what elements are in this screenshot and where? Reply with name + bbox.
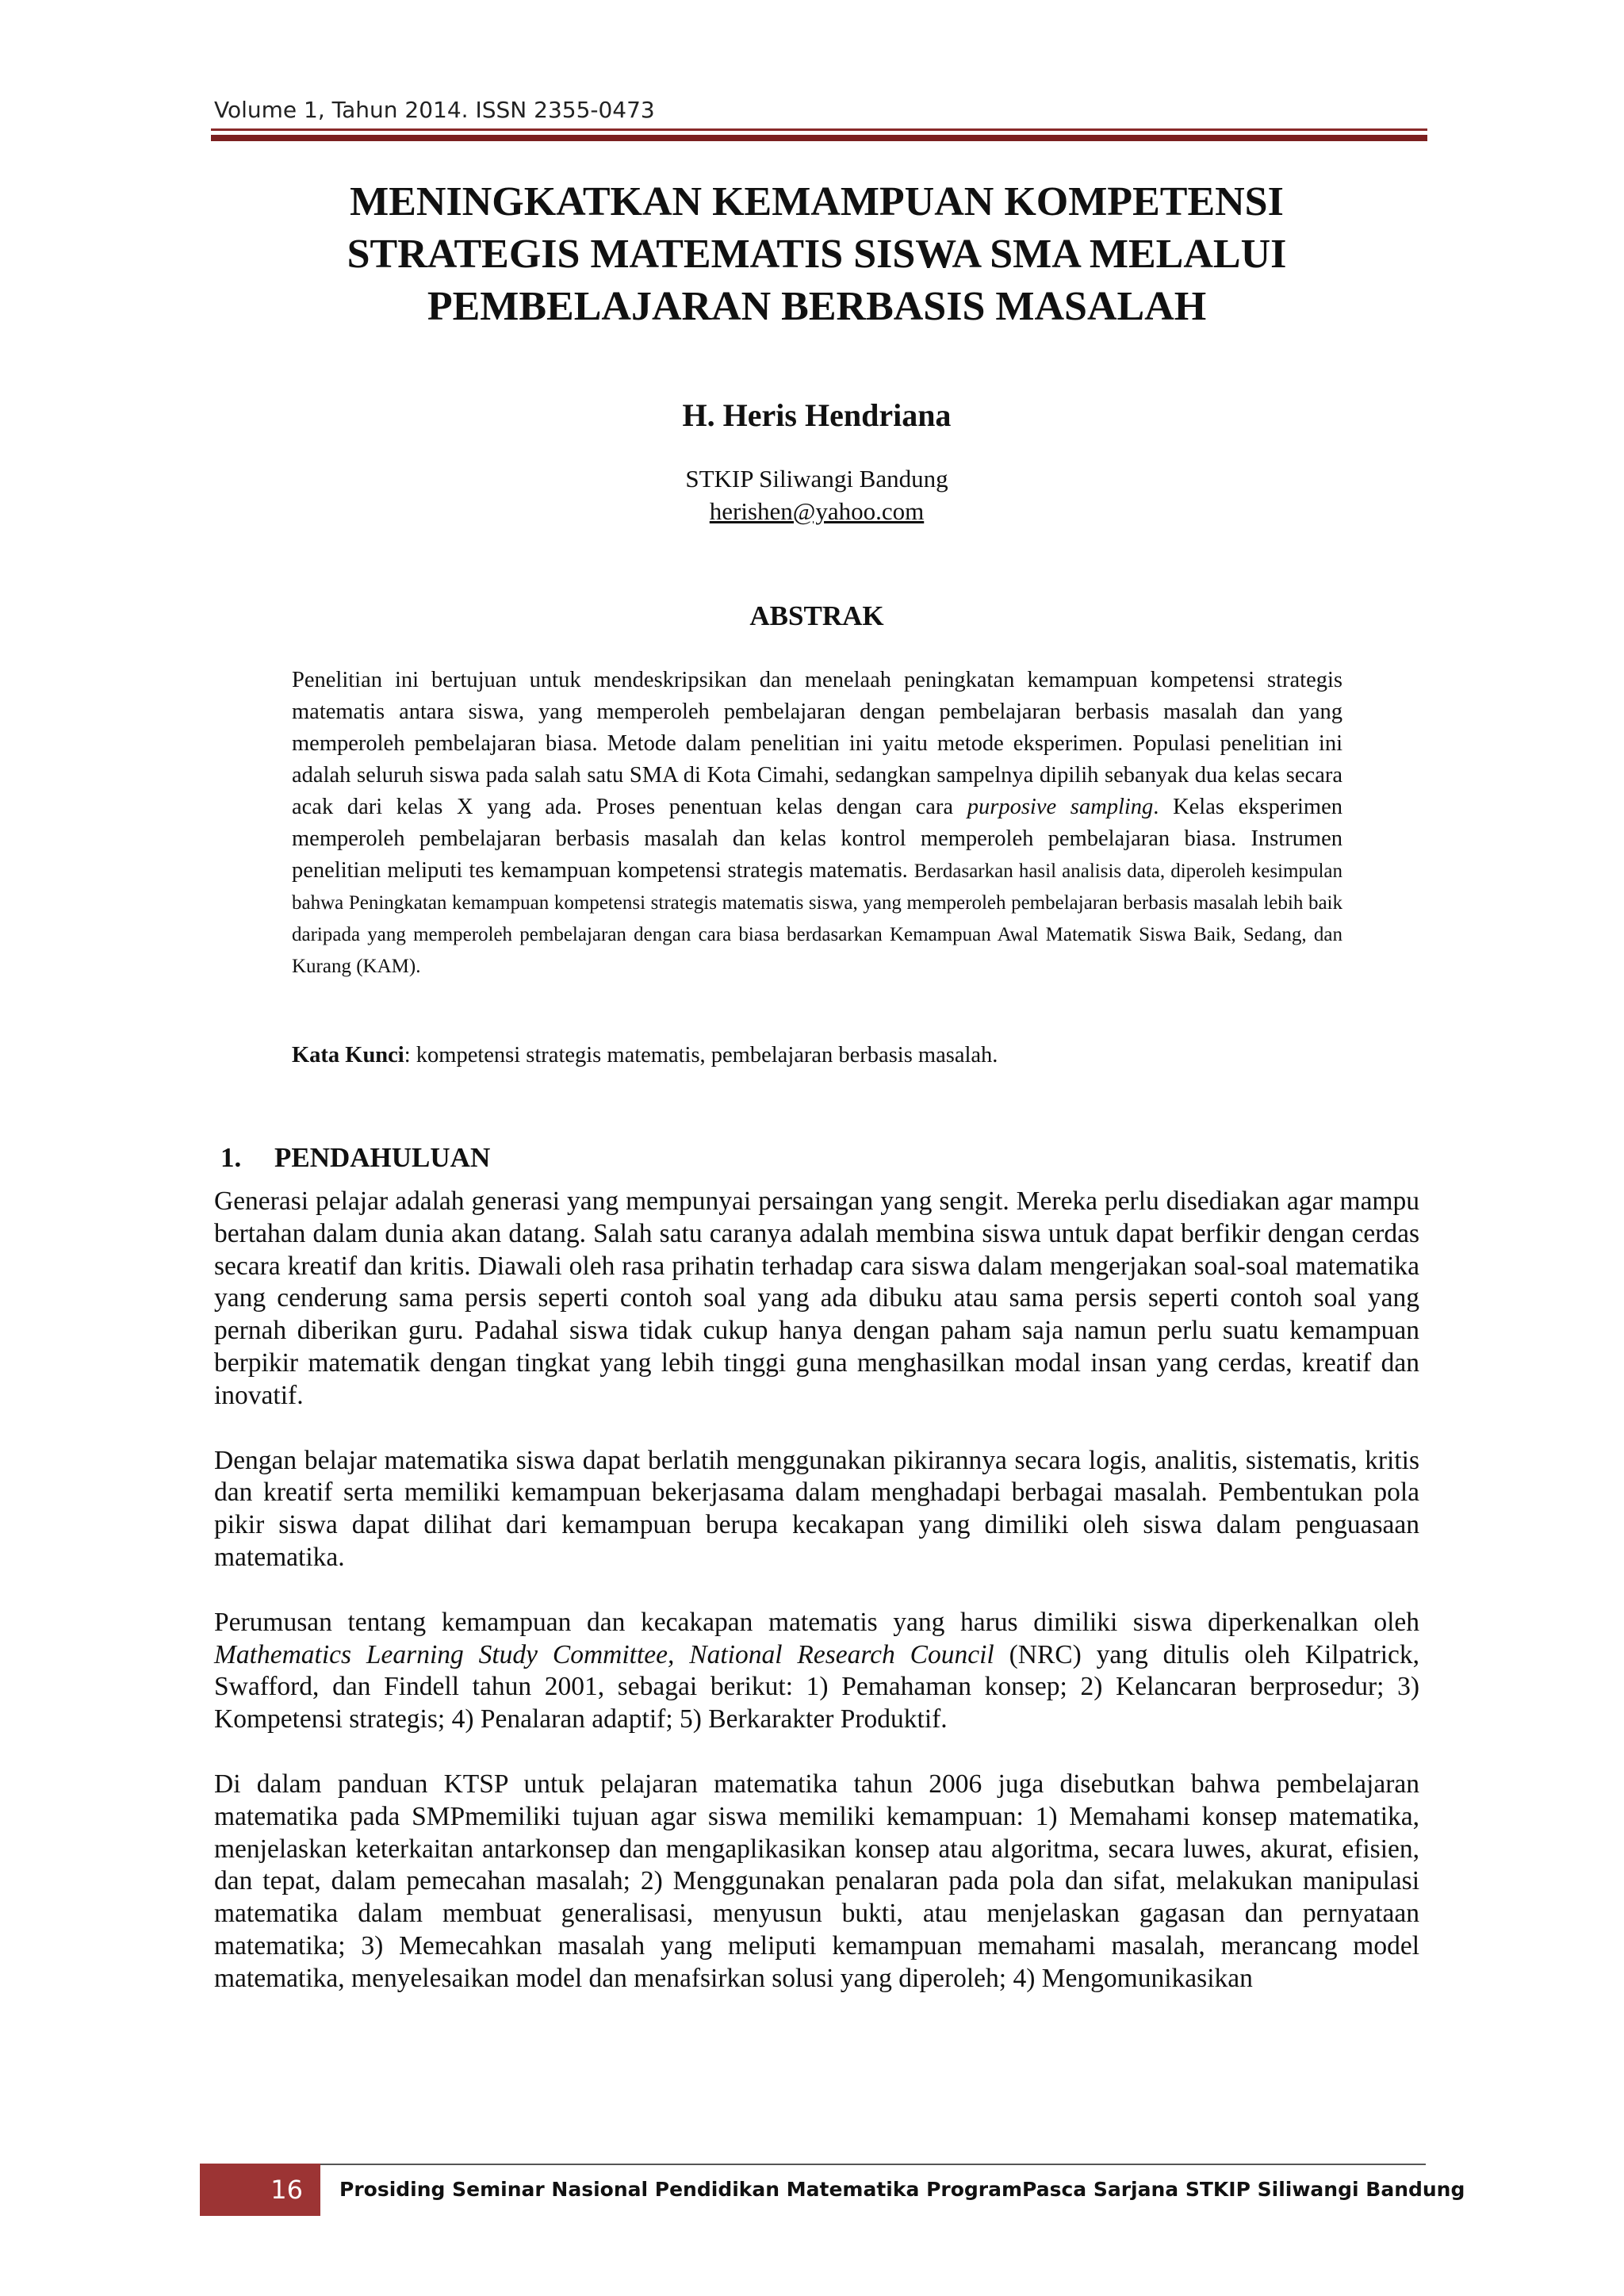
journal-volume-header: Volume 1, Tahun 2014. ISSN 2355-0473 bbox=[214, 97, 655, 123]
paper-title-line-2: STRATEGIS MATEMATIS SISWA SMA MELALUI bbox=[347, 232, 1287, 277]
author-email bbox=[238, 497, 1396, 526]
author-affiliation: STKIP Siliwangi Bandung bbox=[685, 465, 948, 493]
header-rule-thick bbox=[211, 135, 1427, 141]
abstract-text-italic: purposive sampling bbox=[967, 795, 1154, 819]
abstract-keywords bbox=[292, 1043, 1342, 1068]
section-number: 1. bbox=[220, 1142, 242, 1173]
footer-rule bbox=[320, 2164, 1426, 2165]
paragraph-1: Generasi pelajar adalah generasi yang mempunyai persaingan yang sengit. Mereka perlu disediakan agar mampu bertahan dalam dunia akan datang. Salah satu caranya adalah membina siswa untuk dapat berfikir dengan cerdas secara kreatif dan kritis. Diawali oleh rasa prihatin terhadap cara siswa dalam mengerjakan soal-soal matematika yang cenderung sama persis seperti contoh soal yang ada dibuku atau sama persis seperti contoh soal yang pernah diberikan guru. Padahal siswa tidak cukup hanya dengan paham saja namun perlu suatu kemampuan berpikir matematik dengan tingkat yang lebih tinggi guna menghasilkan modal insan yang cerdas, kreatif dan inovatif. bbox=[214, 1186, 1419, 1410]
page-number-box bbox=[200, 2164, 320, 2216]
author-email-link[interactable]: herishen@yahoo.com bbox=[709, 497, 925, 525]
abstract-body bbox=[292, 665, 1342, 982]
paper-title-line-1: MENINGKATKAN KEMAMPUAN KOMPETENSI bbox=[350, 179, 1284, 224]
paragraph-3-italic: Mathematics Learning Study Committee, National Research Council bbox=[214, 1639, 994, 1669]
paper-title bbox=[238, 176, 1396, 333]
paragraph-4: Di dalam panduan KTSP untuk pelajaran matematika tahun 2006 juga disebutkan bahwa pembelajaran matematika pada SMPmemiliki tujuan agar siswa memiliki kemampuan: 1) Memahami konsep matematika, menjelaskan keterkaitan antarkonsep dan mengaplikasikan konsep atau algoritma, secara luwes, akurat, efisien, dan tepat, dalam pemecahan masalah; 2) Menggunakan penalaran pada pola dan sifat, melakukan manipulasi matematika dalam membuat generalisasi, menyusun bukti, atau menjelaskan gagasan dan pernyataan matematika; 3) Memecahkan masalah yang meliputi kemampuan memahami masalah, merancang model matematika, menyelesaikan model dan menafsirkan solusi yang diperoleh; 4) Mengomunikasikan bbox=[214, 1769, 1419, 1993]
paragraph-3 bbox=[214, 1607, 1419, 1736]
abstract-text-part1: Penelitian ini bertujuan untuk mendeskripsikan dan menelaah peningkatan kemampuan kompetensi strategis matematis antara siswa, yang memperoleh pembelajaran dengan pembelajaran berbasis masalah dan yang memperoleh pembelajaran biasa. Metode dalam penelitian ini yaitu metode eksperimen. Populasi penelitian ini adalah seluruh siswa pada salah satu SMA di Kota Cimahi, sedangkan sampelnya dipilih sebanyak dua kelas secara acak dari kelas X yang ada. Proses penentuan kelas dengan cara bbox=[292, 668, 1342, 819]
page-number: 16 bbox=[270, 2175, 303, 2205]
section-body bbox=[214, 1186, 1419, 1995]
paragraph-2: Dengan belajar matematika siswa dapat berlatih menggunakan pikirannya secara logis, analitis, sistematis, kritis dan kreatif serta memiliki kemampuan bekerjasama dalam menghadapi berbagai masalah. Pembentukan pola pikir siswa dapat dilihat dari kemampuan berupa kecakapan yang dimiliki oleh siswa dalam penguasaan matematika. bbox=[214, 1445, 1419, 1572]
footer-proceedings-title: Prosiding Seminar Nasional Pendidikan Matematika ProgramPasca Sarjana STKIP Siliwangi Bandung bbox=[339, 2178, 1465, 2201]
keywords-text: : kompetensi strategis matematis, pembelajaran berbasis masalah. bbox=[404, 1043, 998, 1068]
author-name: H. Heris Hendriana bbox=[682, 397, 952, 433]
paragraph-3-part-b: (NRC) yang ditulis oleh Kilpatrick, Swafford, dan Findell tahun 2001, sebagai berikut: 1) Pemahaman konsep; 2) Kelancaran berprosedur; 3) Kompetensi strategis; 4) Penalaran adaptif; 5) Berkarakter Produktif. bbox=[214, 1639, 1419, 1734]
paper-title-line-3: PEMBELAJARAN BERBASIS MASALAH bbox=[427, 284, 1207, 329]
abstract-text-part3: Berdasarkan hasil analisis data, diperoleh kesimpulan bahwa Peningkatan kemampuan kompetensi strategis matematis siswa, yang memperoleh pembelajaran berbasis masalah lebih baik daripada yang memperoleh pembelajaran dengan cara biasa berdasarkan Kemampuan Awal Matematik Siswa Baik, Sedang, dan Kurang (KAM). bbox=[292, 861, 1342, 977]
section-heading-pendahuluan bbox=[220, 1142, 490, 1174]
paragraph-3-part-a: Perumusan tentang kemampuan dan kecakapan matematis yang harus dimiliki siswa diperkenalkan oleh bbox=[214, 1607, 1419, 1637]
keywords-label: Kata Kunci bbox=[292, 1043, 404, 1068]
header-rule-thin bbox=[211, 128, 1427, 131]
section-title: PENDAHULUAN bbox=[274, 1142, 491, 1173]
abstract-heading: ABSTRAK bbox=[749, 600, 884, 631]
abstract-text-part2: . Kelas eksperimen memperoleh pembelajaran berbasis masalah dan kelas kontrol memperoleh pembelajaran biasa. Instrumen penelitian meliputi tes kemampuan kompetensi strategis matematis. bbox=[292, 795, 1342, 883]
